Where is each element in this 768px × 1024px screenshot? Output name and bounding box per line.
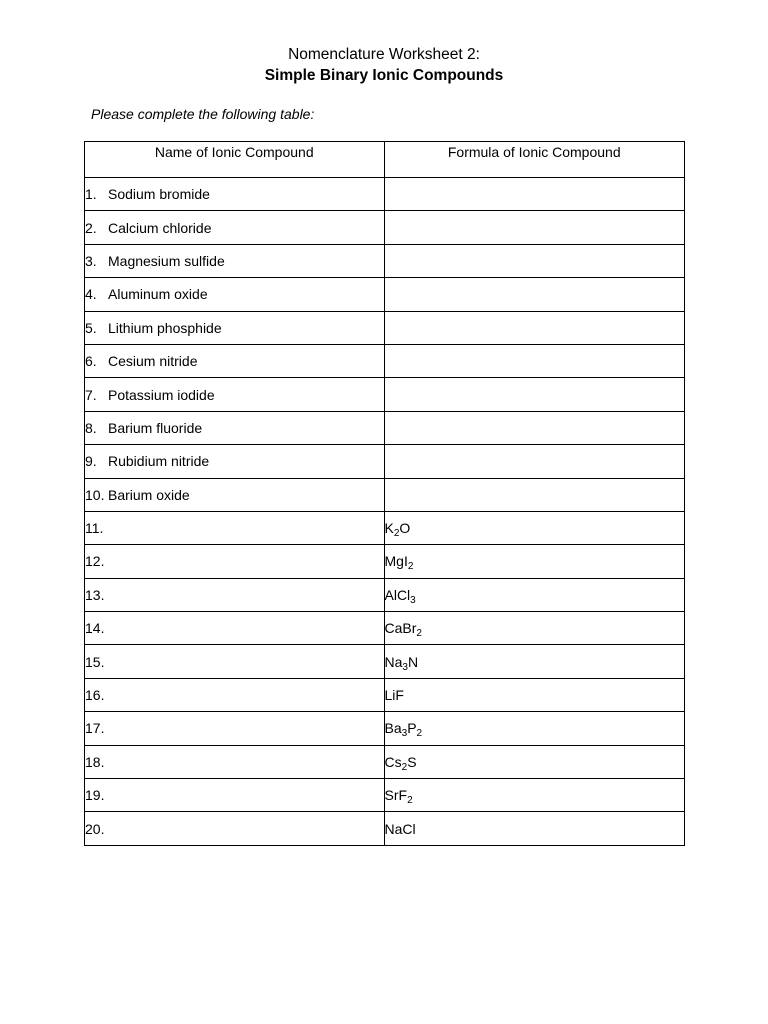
compound-name: Lithium phosphide (108, 319, 222, 336)
compound-name-cell[interactable] (85, 178, 385, 211)
column-header-name: Name of Ionic Compound (85, 142, 385, 178)
row-number: 12. (85, 553, 105, 570)
table-row (85, 678, 685, 711)
compound-formula-cell[interactable] (384, 578, 685, 611)
compound-name: Potassium iodide (108, 386, 215, 403)
compound-formula-cell[interactable] (384, 278, 685, 311)
compound-name-cell[interactable] (85, 612, 385, 645)
table-row (85, 511, 685, 544)
compound-formula: $K_2O$ (384, 520, 411, 540)
worksheet-subtitle: Simple Binary Ionic Compounds (264, 67, 504, 84)
compound-formula-cell[interactable] (384, 411, 685, 444)
compound-name-cell[interactable] (85, 511, 385, 544)
compound-name-cell[interactable] (85, 812, 385, 845)
row-number: 19. (85, 787, 105, 804)
compound-formula-cell[interactable] (384, 211, 685, 244)
compound-formula-cell[interactable] (384, 545, 685, 578)
compound-name-cell[interactable] (85, 478, 385, 511)
row-number: 16. (85, 687, 105, 704)
row-number: 7. (85, 386, 97, 403)
table-row (85, 745, 685, 778)
compound-name-cell[interactable] (85, 645, 385, 678)
row-number: 8. (85, 419, 97, 436)
row-number: 18. (85, 753, 105, 770)
row-number: 10. (85, 486, 105, 503)
table-row (85, 545, 685, 578)
compound-formula-cell[interactable] (384, 779, 685, 812)
compound-name-cell[interactable] (85, 545, 385, 578)
table-row (85, 612, 685, 645)
compound-name-cell[interactable] (85, 244, 385, 277)
compound-formula: $Ba_3P_2$ (384, 720, 423, 740)
table-row (85, 578, 685, 611)
compound-name-cell[interactable] (85, 278, 385, 311)
compound-formula-cell[interactable] (384, 311, 685, 344)
table-row (85, 211, 685, 244)
compound-formula-cell[interactable] (384, 612, 685, 645)
table-row (85, 812, 685, 845)
compound-name-cell[interactable] (85, 344, 385, 377)
row-number: 6. (85, 353, 97, 370)
compound-formula: $Na_3N$ (384, 653, 419, 673)
compound-name-cell[interactable] (85, 745, 385, 778)
row-number: 3. (85, 252, 97, 269)
column-header-formula: Formula of Ionic Compound (384, 142, 685, 178)
table-row (85, 645, 685, 678)
table-row (85, 344, 685, 377)
compound-formula-cell[interactable] (384, 478, 685, 511)
table-row (85, 178, 685, 211)
compound-name: Cesium nitride (108, 353, 198, 370)
compound-formula-cell[interactable] (384, 745, 685, 778)
table-row (85, 779, 685, 812)
compound-formula-cell[interactable] (384, 378, 685, 411)
compound-name-cell[interactable] (85, 712, 385, 745)
table-row (85, 244, 685, 277)
row-number: 13. (85, 586, 105, 603)
compound-name-cell[interactable] (85, 678, 385, 711)
table-row (85, 712, 685, 745)
row-number: 5. (85, 319, 97, 336)
compound-formula-cell[interactable] (384, 712, 685, 745)
compound-name: Sodium bromide (108, 186, 210, 203)
compound-name: Barium fluoride (108, 419, 203, 436)
compound-name-cell[interactable] (85, 411, 385, 444)
compound-name-cell[interactable] (85, 378, 385, 411)
compound-formula-cell[interactable] (384, 812, 685, 845)
row-number: 20. (85, 820, 105, 837)
table-row (85, 445, 685, 478)
row-number: 11. (85, 520, 104, 537)
compound-formula-cell[interactable] (384, 445, 685, 478)
compound-name: Barium oxide (108, 486, 190, 503)
row-number: 1. (85, 186, 97, 203)
compound-name-cell[interactable] (85, 578, 385, 611)
compound-formula: AlCl$_3$ (384, 586, 416, 606)
worksheet-title: Nomenclature Worksheet 2: (288, 46, 480, 63)
compound-name: Aluminum oxide (108, 286, 208, 303)
row-number: 9. (85, 453, 97, 470)
compound-formula: MgI$_2$ (384, 553, 414, 573)
compound-name-cell[interactable] (85, 779, 385, 812)
compound-formula: LiF (384, 687, 404, 704)
compound-formula-cell[interactable] (384, 511, 685, 544)
compound-name: Rubidium nitride (108, 453, 210, 470)
compound-formula: SrF$_2$ (384, 787, 413, 807)
compound-table (84, 141, 685, 846)
row-number: 2. (85, 219, 97, 236)
compound-name-cell[interactable] (85, 311, 385, 344)
table-row (85, 411, 685, 444)
compound-formula: NaCl (384, 820, 416, 837)
compound-formula-cell[interactable] (384, 645, 685, 678)
compound-formula-cell[interactable] (384, 678, 685, 711)
row-number: 4. (85, 286, 97, 303)
compound-name-cell[interactable] (85, 445, 385, 478)
compound-formula: $Cs_2S$ (384, 753, 417, 773)
table-row (85, 311, 685, 344)
instruction-text: Please complete the following table: (91, 106, 315, 122)
table-row (85, 278, 685, 311)
row-number: 14. (85, 620, 105, 637)
table-row (85, 478, 685, 511)
row-number: 15. (85, 653, 105, 670)
table-header-row (85, 142, 685, 178)
row-number: 17. (85, 720, 105, 737)
compound-formula-cell[interactable] (384, 344, 685, 377)
compound-name: Magnesium sulfide (108, 252, 225, 269)
compound-formula-cell[interactable] (384, 244, 685, 277)
compound-name-cell[interactable] (85, 211, 385, 244)
table-row (85, 378, 685, 411)
compound-formula: CaBr$_2$ (384, 620, 422, 640)
table-body (85, 178, 685, 846)
compound-name: Calcium chloride (108, 219, 212, 236)
compound-formula-cell[interactable] (384, 178, 685, 211)
